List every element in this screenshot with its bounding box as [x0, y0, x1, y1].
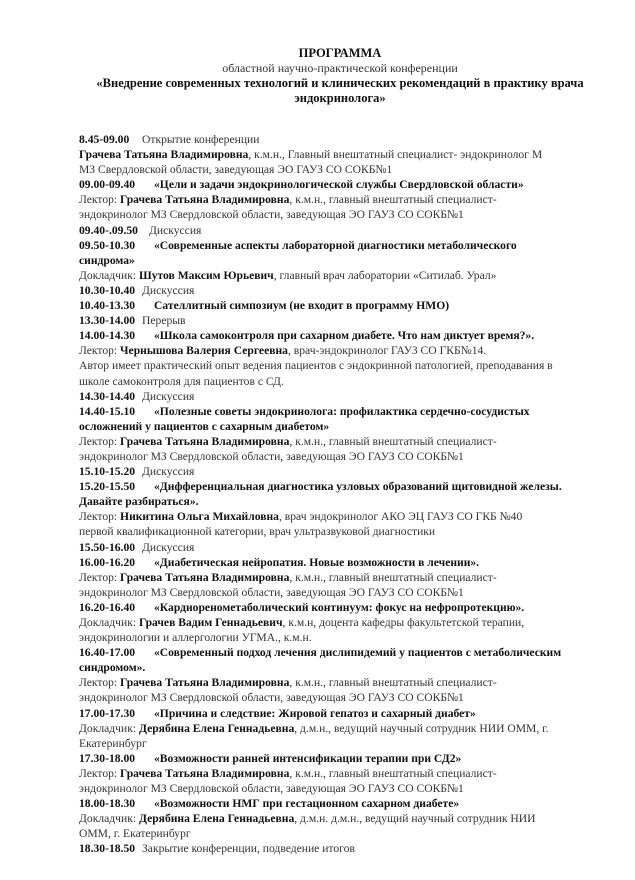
line-text: МЗ Свердловской области, заведующая ЭО ГАУЗ СО СОКБ№1 — [79, 163, 393, 177]
speaker-name: Грачева Татьяна Владимировна — [120, 193, 290, 207]
schedule-detail-line — [79, 690, 559, 705]
time-slot: 09.40-.09.50 — [79, 223, 138, 237]
line-text: , д.м.н., ведущий научный сотрудник НИИ ОММ, г. — [294, 721, 549, 735]
speaker-name: Грачев Вадим Геннадьевич — [138, 616, 283, 629]
line-text: Закрытие конференции, подведение итогов — [142, 842, 355, 856]
line-text: эндокринологии и аллергологии УГМА., к.м.н. — [79, 631, 312, 645]
schedule-entry — [79, 328, 559, 343]
time-slot: 8.45-09.00 — [79, 133, 130, 146]
session-title: «Возможности ранней интенсификации терапии при СД2» — [154, 751, 462, 765]
schedule-detail-line — [79, 343, 559, 358]
speaker-name: Шутов Максим Юрьевич — [138, 268, 274, 282]
session-title: осложнений у пациентов с сахарным диабетом» — [79, 419, 330, 433]
schedule-entry — [79, 555, 559, 570]
schedule-entry — [79, 600, 559, 615]
schedule-entry — [79, 841, 559, 856]
speaker-role-label: Докладчик: — [79, 616, 139, 629]
time-slot: 14.40-15.10 — [79, 404, 136, 418]
session-title: «Диабетическая нейропатия. Новые возможности в лечении». — [154, 555, 480, 569]
schedule-detail-line — [79, 585, 559, 600]
session-title: Сателлитный симпозиум (не входит в программу НМО) — [154, 299, 450, 313]
line-text: Открытие конференции — [142, 133, 260, 146]
schedule-detail-line — [79, 660, 559, 675]
line-text: эндокринолог МЗ Свердловской области, заведующая ЭО ГАУЗ СО СОКБ№1 — [79, 449, 464, 463]
schedule-detail-line — [79, 434, 559, 449]
time-slot: 15.50-16.00 — [79, 540, 136, 554]
line-text: ОММ, г. Екатеринбург — [79, 827, 191, 841]
session-title: синдрома» — [79, 253, 135, 267]
schedule-entry — [79, 404, 559, 419]
line-text: Дискуссия — [142, 465, 195, 479]
line-text: Екатеринбург — [79, 736, 147, 750]
time-slot: 15.20-15.50 — [79, 480, 136, 494]
schedule-detail-line — [79, 615, 559, 630]
line-text: , к.м.н, доцента кафедры факультетской терапии, — [282, 616, 525, 629]
schedule-detail-line — [79, 509, 559, 524]
speaker-name: Чернышова Валерия Сергеевна — [120, 344, 288, 358]
schedule-detail-line — [79, 358, 559, 373]
schedule-detail-line — [79, 253, 559, 268]
time-slot: 09.00-09.40 — [79, 178, 136, 192]
line-text: Дискуссия — [149, 223, 202, 237]
schedule-detail-line — [79, 419, 559, 434]
schedule-detail-line — [79, 736, 559, 751]
schedule-detail-line — [79, 268, 559, 283]
program-header — [60, 46, 620, 106]
time-slot: 13.30-14.00 — [79, 314, 136, 328]
schedule-detail-line — [79, 781, 559, 796]
line-text: Дискуссия — [142, 283, 195, 297]
schedule-entry — [79, 645, 562, 660]
speaker-role-label: Докладчик: — [79, 268, 139, 282]
schedule-detail-line — [79, 721, 559, 736]
schedule-entry — [79, 706, 559, 721]
line-text: Автор имеет практический опыт ведения пациентов с эндокринной патологией, преподавания в — [79, 359, 553, 373]
line-text: , к.м.н., главный внештатный специалист- — [289, 570, 497, 584]
speaker-name: Никитина Ольга Михайловна — [120, 510, 279, 524]
schedule-detail-line — [79, 494, 559, 509]
speaker-role-label: Лектор: — [79, 344, 121, 358]
line-text: эндокринолог МЗ Свердловской области, заведующая ЭО ГАУЗ СО СОКБ№1 — [79, 691, 464, 705]
speaker-name: Грачева Татьяна Владимировна — [120, 570, 290, 584]
schedule-detail-line — [79, 766, 559, 781]
time-slot: 14.30-14.40 — [79, 389, 136, 403]
schedule-entry — [79, 313, 559, 328]
line-text: школе самоконтроля для пациентов с СД. — [79, 374, 284, 388]
schedule-detail-line — [79, 570, 559, 585]
time-slot: 17.30-18.00 — [79, 751, 136, 765]
program-subtitle: областной научно-практической конференции — [222, 61, 458, 75]
line-text: Дискуссия — [142, 389, 195, 403]
schedule-detail-line — [79, 675, 559, 690]
schedule-entry — [79, 540, 559, 555]
session-title: «Полезные советы эндокринолога: профилактика сердечно-сосудистых — [154, 404, 530, 418]
schedule-entry — [79, 177, 559, 192]
time-slot: 14.00-14.30 — [79, 329, 136, 343]
session-title: «Современный подход лечения дислипидемий у пациентов с метаболическим — [154, 646, 562, 660]
session-title: Давайте разбираться». — [79, 495, 199, 509]
session-title: «Дифференциальная диагностика узловых образований щитовидной железы. — [154, 480, 562, 494]
speaker-role-label: Лектор: — [79, 434, 121, 448]
time-slot: 18.00-18.30 — [79, 797, 136, 811]
program-title: ПРОГРАММА — [298, 46, 382, 60]
schedule-detail-line — [79, 811, 559, 826]
line-text: , врач эндокринолог АКО ЭЦ ГАУЗ СО ГКБ №40 — [278, 510, 523, 524]
schedule-detail-line — [79, 192, 559, 207]
schedule-entry — [79, 283, 559, 298]
schedule-entry — [79, 389, 559, 404]
speaker-role-label: Лектор: — [79, 570, 121, 584]
conference-theme-line-1: «Внедрение современных технологий и клинических рекомендаций в практику врача — [96, 76, 584, 90]
schedule-detail-line — [79, 630, 559, 645]
schedule-detail-line — [79, 374, 559, 389]
speaker-role-label: Лектор: — [79, 510, 121, 524]
speaker-role-label: Лектор: — [79, 676, 121, 690]
speaker-name: Грачева Татьяна Владимировна — [79, 148, 249, 162]
line-text: , к.м.н., главный внештатный специалист- — [289, 766, 497, 780]
line-text: Дискуссия — [142, 540, 195, 554]
time-slot: 16.00-16.20 — [79, 555, 136, 569]
conference-theme-line-2: эндокринолога» — [294, 91, 386, 105]
line-text: первой квалификационной категории, врач ультразвуковой диагностики — [79, 525, 436, 539]
line-text: , к.м.н., главный внештатный специалист- — [289, 434, 497, 448]
speaker-name: Дерябина Елена Геннадьевна — [138, 812, 295, 826]
line-text: эндокринолог МЗ Свердловской области, заведующая ЭО ГАУЗ СО СОКБ№1 — [79, 782, 464, 796]
schedule-entry — [79, 298, 559, 313]
time-slot: 09.50-10.30 — [79, 238, 136, 252]
time-slot: 17.00-17.30 — [79, 706, 136, 720]
speaker-role-label: Докладчик: — [79, 812, 139, 826]
line-text: , к.м.н., главный внештатный специалист- — [289, 676, 497, 690]
schedule-detail-line — [79, 147, 559, 162]
schedule-entry — [79, 132, 559, 147]
schedule-entry — [79, 223, 559, 238]
speaker-name: Грачева Татьяна Владимировна — [120, 676, 290, 690]
time-slot: 16.20-16.40 — [79, 600, 136, 614]
time-slot: 16.40-17.00 — [79, 646, 136, 660]
line-text: эндокринолог МЗ Свердловской области, заведующая ЭО ГАУЗ СО СОКБ№1 — [79, 585, 464, 599]
line-text: , к.м.н., Главный внештатный специалист- эндокринолог М — [248, 148, 543, 162]
schedule-detail-line — [79, 207, 559, 222]
speaker-role-label: Докладчик: — [79, 721, 139, 735]
speaker-name: Грачева Татьяна Владимировна — [120, 434, 290, 448]
speaker-role-label: Лектор: — [79, 193, 121, 207]
schedule — [79, 132, 562, 857]
speaker-name: Дерябина Елена Геннадьевна — [138, 721, 295, 735]
schedule-detail-line — [79, 449, 559, 464]
speaker-name: Грачева Татьяна Владимировна — [120, 766, 290, 780]
time-slot: 15.10-15.20 — [79, 465, 136, 479]
schedule-detail-line — [79, 524, 559, 539]
schedule-entry — [79, 796, 559, 811]
session-title: «Возможности НМГ при гестационном сахарном диабете» — [154, 797, 460, 811]
schedule-entry — [79, 479, 562, 494]
session-title: «Цели и задачи эндокринологической службы Свердловской области» — [154, 178, 524, 192]
line-text: Перерыв — [142, 314, 186, 328]
line-text: , врач-эндокринолог ГАУЗ СО ГКБ№14. — [287, 344, 487, 358]
session-title: «Кардиоренометаболический континуум: фокус на нефропротекцию». — [154, 600, 525, 614]
speaker-role-label: Лектор: — [79, 766, 121, 780]
schedule-entry — [79, 238, 559, 253]
schedule-entry — [79, 464, 559, 479]
session-title: «Причина и следствие: Жировой гепатоз и сахарный диабет» — [154, 706, 476, 720]
time-slot: 10.40-13.30 — [79, 299, 136, 313]
session-title: «Школа самоконтроля при сахарном диабете. Что нам диктует время?». — [154, 329, 535, 343]
schedule-detail-line — [79, 826, 559, 841]
time-slot: 18.30-18.50 — [79, 842, 136, 856]
session-title: синдромом». — [79, 661, 146, 675]
line-text: эндокринолог МЗ Свердловской области, заведующая ЭО ГАУЗ СО СОКБ№1 — [79, 208, 464, 222]
schedule-entry — [79, 751, 559, 766]
line-text: , главный врач лаборатории «Ситилаб. Урал» — [273, 268, 497, 282]
schedule-detail-line — [79, 162, 559, 177]
line-text: , к.м.н., главный внештатный специалист- — [289, 193, 497, 207]
line-text: , д.м.н. д.м.н., ведущий научный сотрудник НИИ — [294, 812, 536, 826]
session-title: «Современные аспекты лабораторной диагностики метаболического — [154, 238, 517, 252]
time-slot: 10.30-10.40 — [79, 283, 136, 297]
